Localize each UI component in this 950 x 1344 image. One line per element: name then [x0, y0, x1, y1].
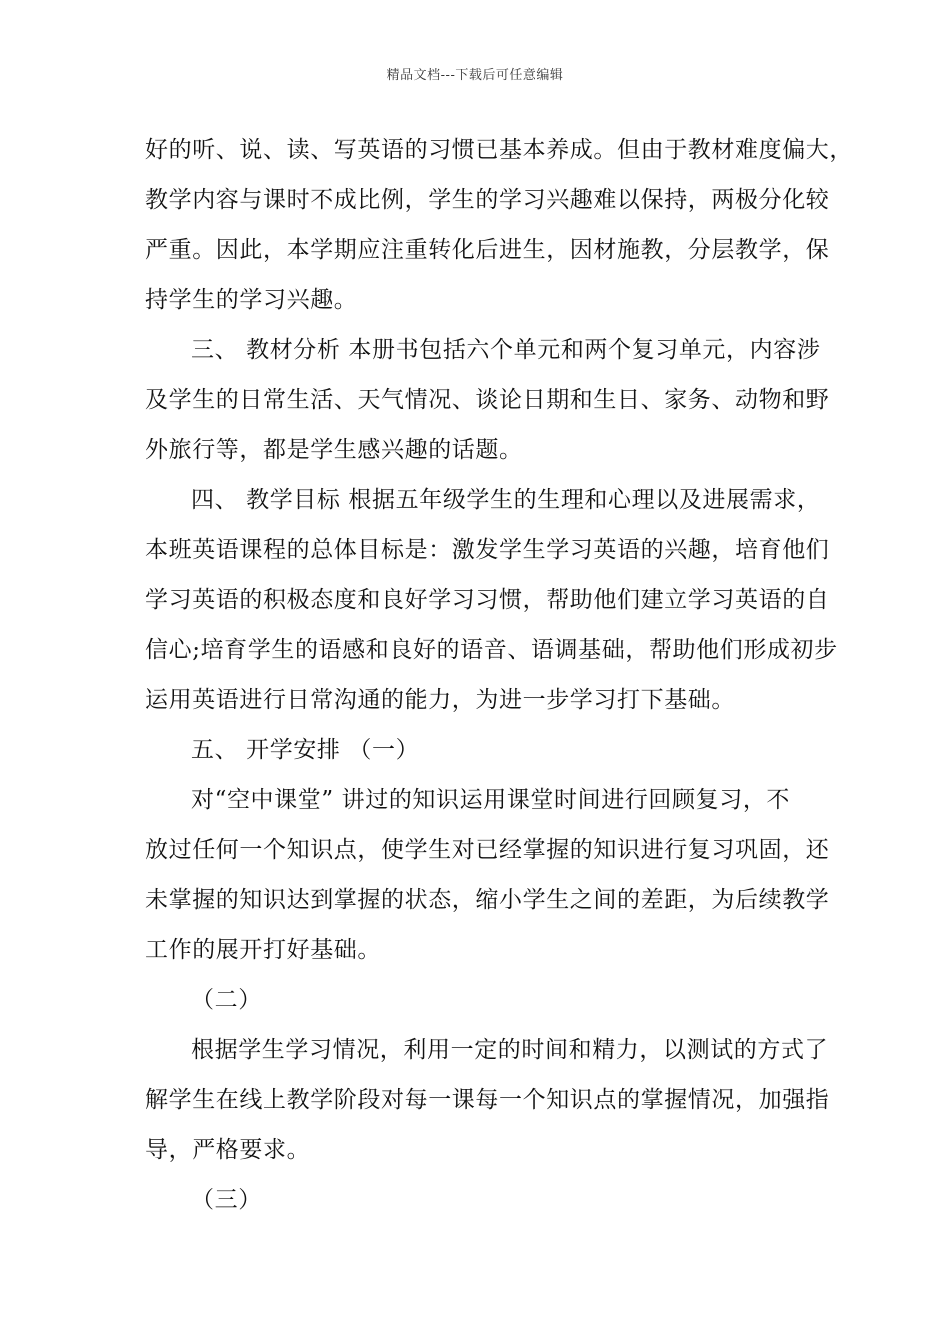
- text-line: 五、 开学安排 （一）: [191, 737, 420, 763]
- text-line: 根据学生学习情况，利用一定的时间和精力，以测试的方式了: [191, 1037, 829, 1063]
- text-line: 外旅行等，都是学生感兴趣的话题。: [145, 437, 523, 463]
- text-line: 三、 教材分析 本册书包括六个单元和两个复习单元，内容涉: [191, 337, 821, 363]
- text-line: （二）: [191, 987, 262, 1013]
- text-line: 未掌握的知识达到掌握的状态，缩小学生之间的差距，为后续教学: [145, 887, 830, 913]
- text-line: 及学生的日常生活、天气情况、谈论日期和生日、家务、动物和野: [145, 387, 830, 413]
- text-line: 教学内容与课时不成比例，学生的学习兴趣难以保持，两极分化较: [145, 187, 830, 213]
- text-line: 放过任何一个知识点，使学生对已经掌握的知识进行复习巩固，还: [145, 837, 830, 863]
- text-line: 严重。因此，本学期应注重转化后进生，因材施教，分层教学，保: [145, 237, 830, 263]
- text-line: 对“空中课堂” 讲过的知识运用课堂时间进行回顾复习，不: [191, 787, 791, 813]
- text-line: 好的听、说、读、写英语的习惯已基本养成。但由于教材难度偏大，: [145, 137, 853, 163]
- text-line: 持学生的学习兴趣。: [145, 287, 358, 313]
- text-line: 本班英语课程的总体目标是：激发学生学习英语的兴趣，培育他们: [145, 537, 830, 563]
- text-line: 运用英语进行日常沟通的能力，为进一步学习打下基础。: [145, 687, 735, 713]
- page-header: 精品文档---下载后可任意编辑: [386, 68, 564, 83]
- text-line: 导，严格要求。: [145, 1137, 311, 1163]
- text-line: 解学生在线上教学阶段对每一课每一个知识点的掌握情况，加强指: [145, 1087, 830, 1113]
- text-line: 工作的展开打好基础。: [145, 937, 381, 963]
- text-line: 信心;培育学生的语感和良好的语音、语调基础，帮助他们形成初步: [145, 637, 838, 663]
- text-line: （三）: [191, 1187, 262, 1213]
- text-line: 学习英语的积极态度和良好学习习惯，帮助他们建立学习英语的自: [145, 587, 830, 613]
- text-line: 四、 教学目标 根据五年级学生的生理和心理以及进展需求，: [191, 487, 821, 513]
